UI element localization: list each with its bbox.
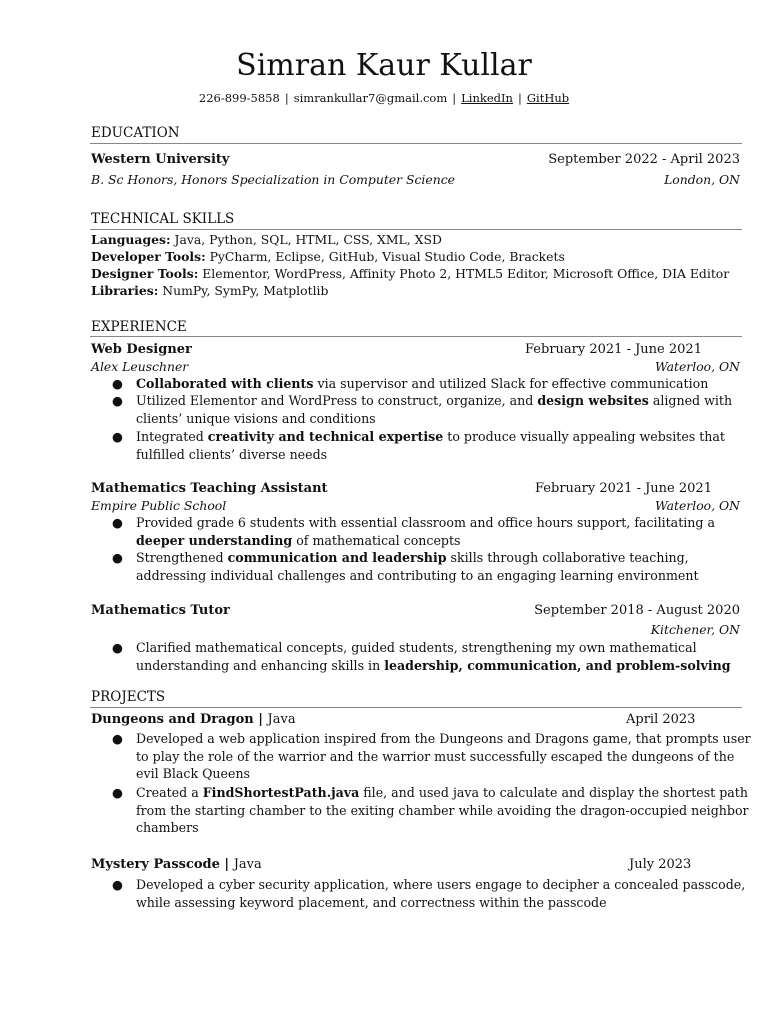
skills-row-languages [91,231,442,248]
job-organization: Empire Public School [91,498,227,513]
project-tech: Java [267,712,296,727]
bullet-item [112,514,752,549]
bold-text: communication and leadership [227,550,447,565]
section-divider [90,229,742,230]
text-run: Developed a web application inspired from the Dungeons and Dragons game, that prompts user to play the role of the warrior and the warrior must successfully escaped the dungeons of the evil Black Queens [136,731,751,781]
bullet-text [136,549,752,584]
text-run: of mathematical concepts [292,532,461,548]
text-run: file, and used java to calculate and display the shortest path from the starting chamber to the exiting chamber while avoiding the dragon-occupied neighbor chambers [136,785,749,835]
github-link[interactable]: GitHub [526,91,570,105]
education-dates: September 2022 - April 2023 [548,152,740,167]
job-location: Waterloo, ON [654,498,740,513]
email-address[interactable]: simrankullar7@gmail.com [293,91,448,105]
bullet-icon: ● [112,731,123,746]
separator: | [253,712,268,727]
bold-text: design websites [537,393,649,408]
bullet-text [136,639,752,674]
text-run: Provided grade 6 students with essential classroom and office hours support, facilitating a [136,515,715,530]
bullet-icon: ● [112,429,123,444]
bold-text: creativity and technical expertise [207,429,444,444]
job-dates: February 2021 - June 2021 [535,481,712,496]
degree: B. Sc Honors, Honors Specialization in Computer Science [91,172,455,187]
text-run: Clarified mathematical concepts, guided students, strengthening my own mathematical understanding and enhancing skills in [136,640,697,673]
job-dates: September 2018 - August 2020 [534,603,740,618]
project-name: Mystery Passcode [91,857,220,872]
bullet-icon: ● [112,785,123,800]
job-organization: Alex Leuschner [91,359,189,374]
section-divider [90,143,742,144]
project-title [91,856,262,873]
skills-row-developer-tools [91,248,565,265]
bullet-item [112,392,752,427]
technical-skills-heading: TECHNICAL SKILLS [91,211,235,227]
text-run: Strengthened [136,550,228,565]
job-title: Web Designer [91,342,192,357]
project-date: July 2023 [629,857,692,872]
skills-label: Developer Tools: [91,249,206,264]
experience-heading: EXPERIENCE [91,319,187,335]
skills-label: Libraries: [91,283,159,298]
school-name: Western University [91,152,230,167]
contact-line [0,90,768,106]
bullet-item [112,549,752,584]
bullet-item [112,730,752,783]
project-tech: Java [233,857,262,872]
separator: | [284,91,289,105]
bullet-icon: ● [112,393,123,408]
bullet-text [136,392,752,427]
skills-value: PyCharm, Eclipse, GitHub, Visual Studio Code, Brackets [205,249,565,264]
bullet-item [112,876,752,911]
bold-text: FindShortestPath.java [202,785,360,800]
bold-text: Collaborated with clients [136,376,314,391]
bullet-text [136,514,752,549]
separator: | [452,91,457,105]
text-run: to produce visually appealing websites that fulfilled clients’ diverse needs [136,429,725,462]
text-run: Created a [136,785,203,800]
education-heading: EDUCATION [91,125,180,141]
skills-row-designer-tools [91,265,729,282]
bullet-text [136,428,752,463]
skills-label: Designer Tools: [91,266,199,281]
job-dates: February 2021 - June 2021 [525,342,702,357]
candidate-name: Simran Kaur Kullar [236,48,532,83]
text-run: Developed a cyber security application, where users engage to decipher a concealed passcode, while assessing keyword placement, and correctness within the passcode [136,877,746,910]
skills-value: Elementor, WordPress, Affinity Photo 2, HTML5 Editor, Microsoft Office, DIA Editor [198,266,730,281]
bullet-item [112,375,752,393]
project-title [91,711,296,728]
separator: | [219,857,234,872]
bullet-item [112,639,752,674]
skills-value: Java, Python, SQL, HTML, CSS, XML, XSD [170,232,442,247]
bullet-icon: ● [112,640,123,655]
phone-number: 226-899-5858 [198,91,280,105]
skills-row-libraries [91,282,328,299]
bullet-text [136,730,752,783]
linkedin-link[interactable]: LinkedIn [461,91,513,105]
job-location: Kitchener, ON [650,622,740,637]
separator: | [517,91,522,105]
text-run: via supervisor and utilized Slack for effective communication [313,376,709,391]
section-divider [90,707,742,708]
skills-label: Languages: [91,232,171,247]
bullet-text [136,375,752,393]
bold-text: deeper understanding [136,532,293,548]
text-run: aligned with clients’ unique visions and conditions [136,393,733,426]
job-title: Mathematics Tutor [91,603,230,618]
section-divider [90,336,742,337]
bullet-icon: ● [112,550,123,565]
education-location: London, ON [664,172,740,187]
bullet-text [136,784,752,837]
text-run: skills through collaborative teaching, addressing individual challenges and contributing to an engaging learning environment [136,550,699,583]
bullet-item [112,428,752,463]
text-run: Integrated [136,429,208,444]
project-date: April 2023 [626,712,696,727]
bold-text: leadership, communication, and problem-solving [384,657,731,673]
job-title: Mathematics Teaching Assistant [91,481,328,496]
project-name: Dungeons and Dragon [91,712,254,727]
text-run: Utilized Elementor and WordPress to construct, organize, and [136,393,538,408]
projects-heading: PROJECTS [91,689,166,705]
bullet-icon: ● [112,376,123,391]
bullet-icon: ● [112,515,123,530]
bullet-text [136,876,752,911]
job-location: Waterloo, ON [654,359,740,374]
skills-value: NumPy, SymPy, Matplotlib [158,283,329,298]
bullet-item [112,784,752,837]
bullet-icon: ● [112,877,123,892]
